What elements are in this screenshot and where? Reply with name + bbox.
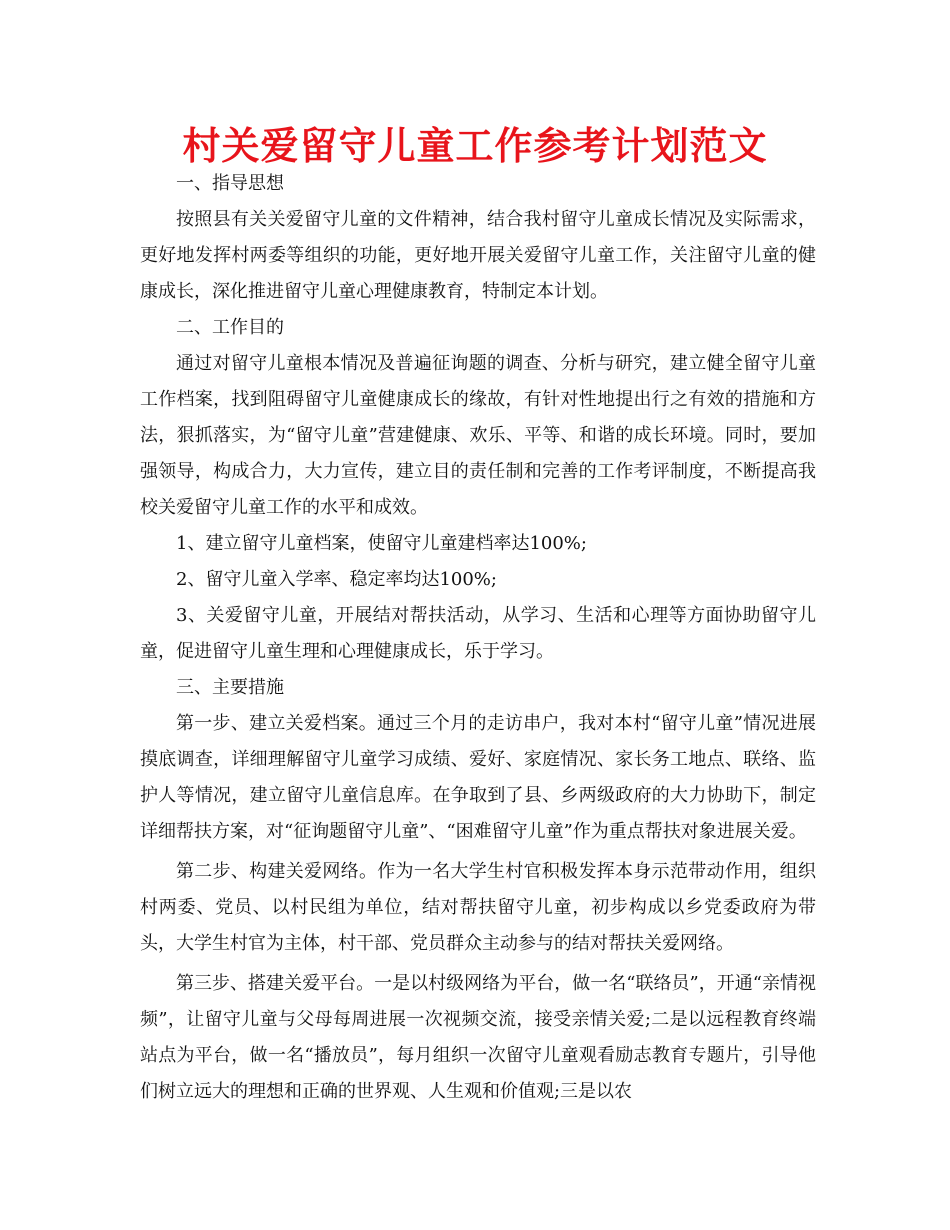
paragraph-work-purpose: 通过对留守儿童根本情况及普遍征询题的调查、分析与研究，建立健全留守儿童工作档案，找到阻碍留守儿童健康成长的缘故，有针对性地提出行之有效的措施和方法，狠抓落实，为“留守儿童”营建健康、欢乐、平等、和谐的成长环境。同时，要加强领导，构成合力，大力宣传，建立目的责任制和完善的工作考评制度，不断提高我校关爱留守儿童工作的水平和成效。 <box>140 353 816 518</box>
paragraph-guiding-ideology: 按照县有关关爱留守儿童的文件精神，结合我村留守儿童成长情况及实际需求，更好地发挥村两委等组织的功能，更好地开展关爱留守儿童工作，关注留守儿童的健康成长，深化推进留守儿童心理健康教育，特制定本计划。 <box>140 209 816 302</box>
document-title: 村关爱留守儿童工作参考计划范文 <box>182 124 768 168</box>
paragraph-step-1: 第一步、建立关爱档案。通过三个月的走访串户，我对本村“留守儿童”情况进展摸底调查，详细理解留守儿童学习成绩、爱好、家庭情况、家长务工地点、联络、监护人等情况，建立留守儿童信息库。在争取到了县、乡两级政府的大力协助下，制定详细帮扶方案，对“征询题留守儿童”、“困难留守儿童”作为重点帮扶对象进展关爱。 <box>140 713 816 842</box>
section-heading-main-measures: 三、主要措施 <box>176 677 284 698</box>
paragraph-step-3: 第三步、搭建关爱平台。一是以村级网络为平台，做一名“联络员”，开通“亲情视频”，让留守儿童与父母每周进展一次视频交流，接受亲情关爱;二是以远程教育终端站点为平台，做一名“播放员”，每月组织一次留守儿童观看励志教育专题片，引导他们树立远大的理想和正确的世界观、人生观和价值观;三是以农 <box>140 973 816 1102</box>
list-item-goal-3: 3、关爱留守儿童，开展结对帮扶活动，从学习、生活和心理等方面协助留守儿童，促进留守儿童生理和心理健康成长，乐于学习。 <box>140 605 816 662</box>
paragraph-step-2: 第二步、构建关爱网络。作为一名大学生村官积极发挥本身示范带动作用，组织村两委、党员、以村民组为单位，结对帮扶留守儿童，初步构成以乡党委政府为带头，大学生村官为主体，村干部、党员群众主动参与的结对帮扶关爱网络。 <box>140 861 816 954</box>
list-item-goal-1: 1、建立留守儿童档案，使留守儿童建档率达100%; <box>176 533 587 554</box>
document-body <box>140 166 816 1110</box>
list-item-goal-2: 2、留守儿童入学率、稳定率均达100%; <box>176 569 497 590</box>
section-heading-guiding-ideology: 一、指导思想 <box>176 173 284 194</box>
section-heading-work-purpose: 二、工作目的 <box>176 317 284 338</box>
